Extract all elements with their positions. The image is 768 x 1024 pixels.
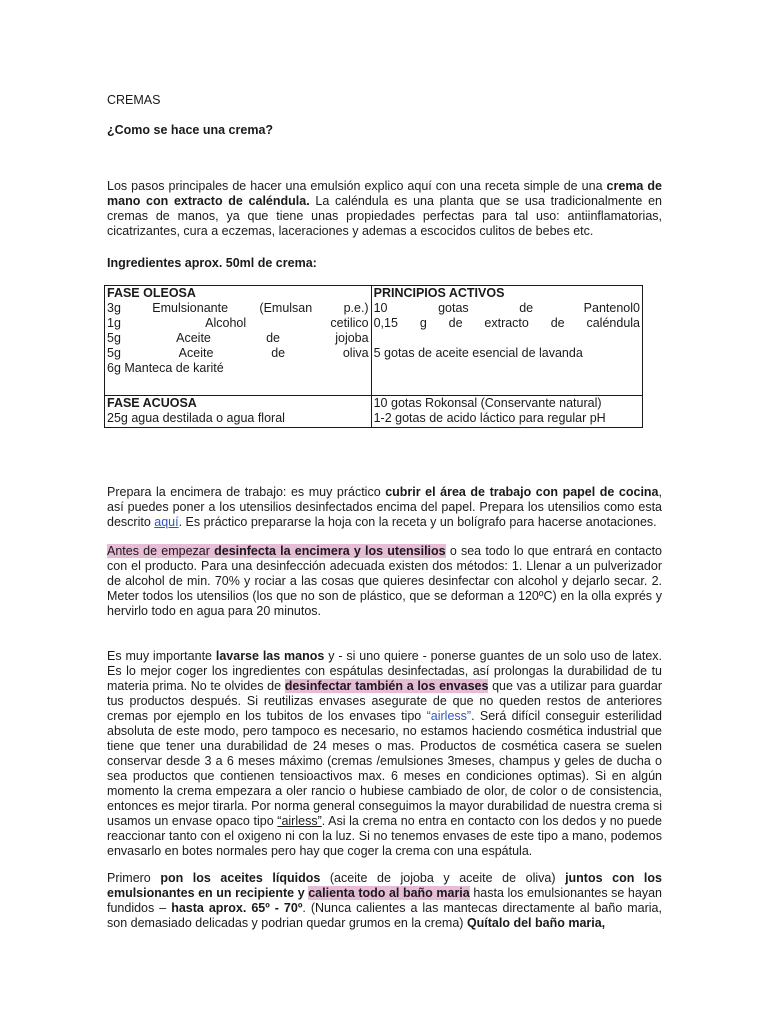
principios-word: de: [519, 301, 534, 315]
principios-word: de: [448, 316, 463, 330]
paragraph-disinfect: [107, 544, 662, 619]
p4-text-1: Primero: [107, 870, 161, 885]
oleosa-word: 3g: [107, 301, 121, 315]
oleosa-word: p.e.): [343, 301, 369, 315]
principios-word: 10: [373, 301, 388, 315]
doc-heading: CREMAS: [107, 93, 161, 107]
paragraph-oils: [107, 871, 662, 931]
principios-word: gotas: [438, 301, 469, 315]
p2-highlight-bold-1: desinfecta la encimera y los utensilios: [214, 543, 446, 558]
oleosa-line: [107, 301, 369, 316]
oleosa-word: de: [266, 331, 280, 345]
p3-highlight-bold-1: desinfectar también a los envases: [284, 678, 489, 693]
principios-line: [374, 316, 640, 331]
airless-quote-1: “airless”: [426, 708, 472, 723]
p1-text-2: , así puedes poner a los utensilios desinfectados encima del papel. Prepara los utensilios como esta descrito: [107, 484, 662, 529]
p4-bold-3: hasta aprox. 65º - 70º: [171, 900, 303, 915]
intro-text-1: Los pasos principales de hacer una emulsión explico aquí con una receta simple de una: [107, 178, 607, 193]
oleosa-line: [107, 316, 369, 331]
intro-bold-1: crema de mano con extracto de caléndula.: [107, 178, 662, 208]
p4-bold-4: Quítalo del baño maria,: [466, 915, 606, 930]
oleosa-word: Emulsionante: [152, 301, 229, 315]
doc-question: ¿Como se hace una crema?: [107, 123, 274, 137]
conservante-cell: [371, 396, 642, 428]
p1-text-3: . Es práctico prepararse la hoja con la receta y un bolígrafo para hacerse anotaciones.: [178, 514, 657, 529]
oleosa-word: de: [271, 346, 286, 360]
principios-word: extracto: [484, 316, 529, 330]
principios-activos-cell: [371, 286, 642, 396]
oleosa-word: jojoba: [335, 331, 369, 345]
principios-word: g: [419, 316, 427, 330]
oleosa-line: [107, 346, 369, 361]
p4-bold-1: pon los aceites líquidos: [160, 870, 321, 885]
oleosa-word: Aceite: [178, 346, 214, 360]
principios-word: Pantenol0: [583, 301, 640, 315]
principios-word: 0,15: [373, 316, 398, 330]
aqui-link[interactable]: aquí: [154, 514, 179, 529]
fase-acuosa-text: 25g agua destilada o agua floral: [107, 411, 285, 425]
principios-title: PRINCIPIOS ACTIVOS: [373, 286, 505, 300]
airless-quote-2: “airless”: [277, 813, 322, 828]
p3-text-4: . Será difícil conseguir esterilidad absoluta de este modo, pero tampoco es necesario, no estamos haciendo cosmética industrial que tiene que tener una durabilidad de 24 meses o mas. Productos de cosmética casera se suelen conservar desde 3 a 6 meses máximo (cremas /emulsiones 3meses, champus y geles de ducha o sea productos que contienen tensioactivos max. 6 meses en condiciones optimas). Si en algún momento la crema empezara a oler rancio o hubiese cambiado de olor, de color o de consistencia, entonces es mejor tirarla. Por norma general conseguimos la mayor durabilidad de nuestra crema si usamos un envase opaco tipo: [107, 708, 662, 828]
conservante-line: 10 gotas Rokonsal (Conservante natural): [373, 396, 602, 410]
p4-highlight-bold-1: calienta todo al baño maria: [308, 885, 470, 900]
principios-word: de: [550, 316, 565, 330]
oleosa-line: 6g Manteca de karité: [107, 361, 224, 375]
oleosa-word: 1g: [107, 316, 121, 330]
principios-word: caléndula: [586, 316, 640, 330]
oleosa-line: [107, 331, 369, 346]
paragraph-prepare: [107, 485, 662, 530]
oleosa-word: oliva: [342, 346, 369, 360]
p2-text-1: o sea todo lo que entrará en contacto con el producto. Para una desinfección adecuada existen dos métodos: 1. Llenar a un pulverizador de alcohol de min. 70% y rociar a las cosas que quieres desinfectar con alcohol y dejarlo secar. 2. Meter todos los utensilios (los que no son de plástico, que se deforman a 120ºC) en la olla exprés y hervirlo todo en agua para 20 minutos.: [107, 543, 663, 618]
p4-bold-2: juntos con los emulsionantes en un recipiente y: [107, 870, 662, 900]
fase-acuosa-title: FASE ACUOSA: [107, 396, 197, 410]
p2-highlight-1: Antes de empezar: [107, 543, 215, 558]
p4-text-4: . (Nunca calientes a las mantecas directamente al baño maria, son demasiado delicadas y podrian quedar grumos en la crema): [107, 900, 662, 930]
oleosa-word: cetilico: [330, 316, 369, 330]
fase-oleosa-title: FASE OLEOSA: [107, 286, 196, 300]
p4-text-3: hasta los emulsionantes se hayan fundidos –: [107, 885, 662, 915]
principios-line: [374, 301, 640, 316]
oleosa-word: 5g: [107, 331, 121, 345]
p1-text-1: Prepara la encimera de trabajo: es muy práctico: [107, 484, 386, 499]
intro-text-2: La caléndula es una planta que se usa tradicionalmente en cremas de manos, ya que tiene unas propiedades perfectas para tal uso: antiinflamatorias, cicatrizantes, cura a eczemas, laceraciones y ademas a escocidos culitos de bebes etc.: [107, 193, 662, 238]
oleosa-word: (Emulsan: [259, 301, 313, 315]
oleosa-word: Aceite: [176, 331, 211, 345]
intro-paragraph: [107, 179, 662, 239]
conservante-line: 1-2 gotas de acido láctico para regular pH: [373, 411, 606, 425]
principios-blank-line: [374, 331, 640, 346]
paragraph-wash-hands: [107, 649, 662, 859]
p1-bold-1: cubrir el área de trabajo con papel de cocina: [385, 484, 659, 499]
fase-oleosa-cell: [105, 286, 372, 396]
oleosa-word: Alcohol: [205, 316, 247, 330]
p3-bold-1: lavarse las manos: [215, 648, 325, 663]
p3-text-2: y - si uno quiere - ponerse guantes de un solo uso de latex. Es lo mejor coger los ingredientes con espátulas desinfectadas, así prolongas la durabilidad de tu materia prima. No te olvides de: [107, 648, 662, 693]
p3-text-1: Es muy importante: [107, 648, 216, 663]
ingredients-title: Ingredientes aprox. 50ml de crema:: [107, 256, 317, 270]
oleosa-word: 5g: [107, 346, 121, 360]
principios-line: 5 gotas de aceite esencial de lavanda: [373, 346, 583, 360]
p3-text-5: . Asi la crema no entra en contacto con los dedos y no puede reaccionar tanto con el oxigeno ni con la luz. Si no tenemos envases de este tipo a mano, podemos envasarlo en botes normales pero hay que coger la crema con una espátula.: [107, 813, 662, 858]
fase-acuosa-cell: [105, 396, 372, 428]
p3-text-3: que vas a utilizar para guardar tus productos después. Si reutilizas envases asegurate de que no queden restos de anteriores cremas por ejemplo en los tubitos de los envases tipo: [107, 678, 662, 723]
p4-text-2: (aceite de jojoba y aceite de oliva): [320, 870, 566, 885]
ingredients-table: [104, 285, 643, 428]
